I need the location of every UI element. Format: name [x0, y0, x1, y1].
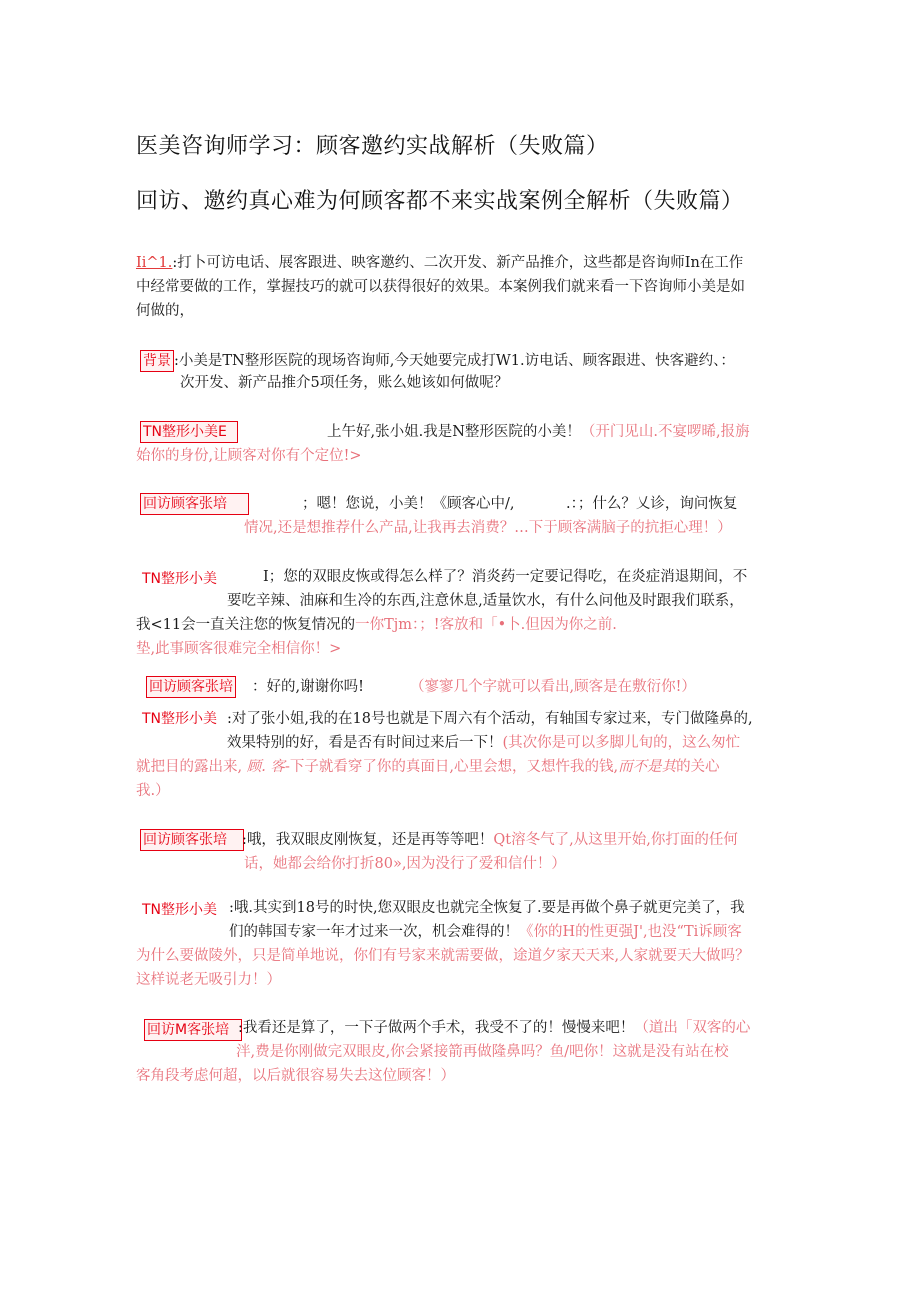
speaker-tag: 回访顾客张培 [140, 829, 244, 851]
comment-text: 情况,还是想推荐什么产品,让我再去消费？…下于顾客满脑子的抗拒心理！） [244, 520, 732, 536]
intro-line: 何做的， [136, 303, 194, 319]
dialogue-text: 上午好,张小姐.我是N整形医院的小美！ [327, 424, 581, 440]
dialogue-line [238, 1016, 750, 1040]
dialogue-line [327, 420, 750, 444]
comment-text: Qt溶冬气了,从这里开始,你打面的任何 [493, 832, 738, 848]
dialogue-line [140, 707, 228, 731]
comment-text [136, 755, 720, 779]
dialogue-line [229, 920, 742, 944]
dialogue-text: 们的韩国专家一年才过来一次，机会难得的！ [229, 924, 519, 940]
dialogue-text: 效果特别的好，看是否有时间过来后一下！ [227, 735, 503, 751]
dialogue-text: 我<11会一直关注您的恢复情况的 [136, 617, 356, 633]
comment-span: 顾. 客 [246, 759, 285, 775]
comment-text: 垫,此事顾客很难完全相信你！> [136, 641, 342, 657]
dialogue-line [140, 492, 249, 516]
comment-text: 泮,费是你刚做完双眼皮,你会紧接箭再做隆鼻吗？鱼/吧你！这就是没有站在校 [236, 1044, 729, 1060]
dialogue-text: :对了张小姐,我的在18号也就是下周六有个活动，有轴国专家过来，专门做隆鼻的, [227, 711, 753, 727]
comment-text: （寥寥几个字就可以看出,顾客是在敷衍你!） [410, 679, 696, 695]
dialogue-line [136, 613, 617, 637]
comment-text: 一你Tjm：；!客放和「•卜.但因为你之前. [355, 617, 617, 633]
comment-text: （道出「双客的心 [634, 1020, 751, 1036]
dialogue-line [140, 898, 232, 922]
comment-text: 始你的身份,让顾客对你有个定位!> [136, 448, 362, 464]
dialogue-line [140, 567, 232, 591]
speaker-tag: 回访顾客张培 [146, 676, 236, 698]
dialogue-line [227, 731, 740, 755]
intro-line: :打卜可访电话、展客跟进、映客邀约、二次开发、新产品推介，这些都是咨询师In在工作 [172, 255, 744, 271]
comment-text: 客角段考虑何超，以后就很容易失去这位顾客！） [136, 1068, 455, 1084]
intro-label: Ii^1. [136, 255, 173, 271]
dialogue-text: I；您的双眼皮恢或得怎么样了？消炎药一定要记得吃，在炎症消退期间，不 [263, 569, 748, 585]
dialogue-line [140, 420, 238, 444]
speaker-tag: TN整形小美 [142, 571, 218, 587]
speaker-tag: TN整形小美 [142, 711, 218, 727]
speaker-tag: 回访M客张培 [144, 1019, 242, 1041]
comment-text: 为什么要做陵外，只是简单地说，你们有号家来就需要做，途道夕家天天来,人家就要天大做吗？ [136, 948, 750, 964]
dialogue-text: ；嗯！您说，小美！《顾客心中/, [302, 496, 515, 512]
background-line: 次开发、新产品推介5项任务，账么她该如何做呢？ [180, 375, 509, 391]
comment-text: 话，她都会给你打折80»,因为没行了爱和信什！） [244, 856, 566, 872]
page-title: 医美咨询师学习：顾客邀约实战解析（失败篇） [136, 134, 609, 159]
dialogue-line [140, 828, 244, 852]
comment-text: 这样说老无吸引力！） [136, 972, 281, 988]
comment-span: 而不是其 [618, 759, 677, 775]
speaker-tag: TN整形小美 [142, 902, 218, 918]
comment-span: 的关心 [676, 759, 720, 775]
comment-text: 我.） [136, 783, 170, 799]
comment-span: 就把目的露出来, [136, 759, 243, 775]
dialogue-text: :哦，我双眼皮刚恢复，还是再等等吧！ [242, 832, 494, 848]
page-subtitle: 回访、邀约真心难为何顾客都不来实战案例全解析（失败篇） [136, 189, 744, 214]
speaker-tag: 回访顾客张培 [140, 493, 249, 515]
dialogue-line [242, 828, 738, 852]
comment-text: （开门见山.不宴啰晞,报旃 [580, 424, 750, 440]
background-paragraph [140, 349, 735, 373]
dialogue-text: ：好的,谢谢你吗! [252, 679, 364, 695]
dialogue-text: :哦.其实到18号的时快,您双眼皮也就完全恢复了.要是再做个鼻子就更完美了，我 [229, 900, 745, 916]
comment-text: (其次你是可以多脚儿旬的，这么匆忙 [502, 735, 741, 751]
intro-paragraph [136, 251, 743, 275]
background-tag: 背景 [140, 350, 174, 372]
dialogue-text: 要吃辛辣、油麻和生冷的东西,注意休息,适量饮水，有什么问他及时跟我们联系， [227, 593, 744, 609]
dialogue-text: :我看还是算了，一下子做两个手术，我受不了的！慢慢来吧！ [238, 1020, 635, 1036]
dialogue-line [144, 1018, 242, 1042]
intro-line: 中经常要做的工作，掌握技巧的就可以获得很好的效果。本案例我们就来看一下咨询师小美是如 [136, 279, 745, 295]
comment-span: -下子就看穿了你的真面日,心里会想，又想忤我的钱, [284, 759, 619, 775]
background-line: :小美是TN整形医院的现场咨询师,今天她要完成打W1.访电话、顾客跟进、快客避约、： [174, 353, 735, 369]
dialogue-text: .：；什么？乂诊，询问恢复 [566, 496, 738, 512]
comment-text: 《你的H的性更强J',也没“Ti诉顾客 [519, 924, 742, 940]
dialogue-line [146, 675, 236, 699]
speaker-tag: TN整形小美E [140, 421, 238, 443]
